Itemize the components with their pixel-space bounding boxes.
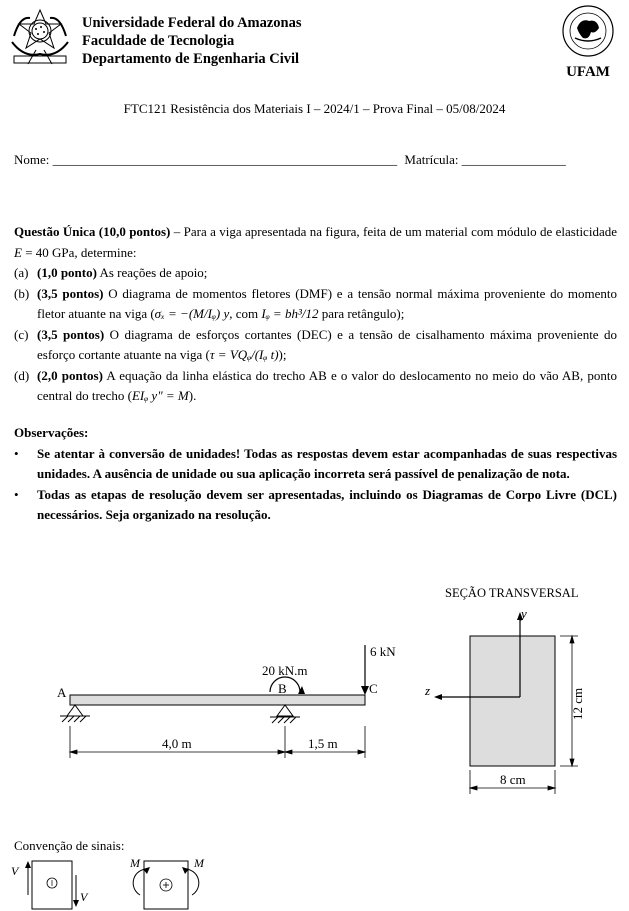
question-item-b: (b) (3,5 pontos) O diagrama de momentos fletores (DMF) e a tensão normal máxima proveniente do momento fletor atuante na viga (σₓ = −(M/Iᵩ) y, com Iᵩ = bh³/12 para retângulo); xyxy=(14,285,617,321)
label-a: A xyxy=(57,685,67,700)
support-a-icon xyxy=(60,705,90,722)
department-name: Departamento de Engenharia Civil xyxy=(82,51,300,67)
matricula-field[interactable]: Matrícula: ________________ xyxy=(404,152,566,167)
section-title: SEÇÃO TRANSVERSAL xyxy=(445,586,579,600)
support-b-icon xyxy=(270,705,300,723)
formula-shear-stress: τ = VQᵩ/(Iᵩ t) xyxy=(209,347,279,362)
shear-label-right: V xyxy=(80,890,88,904)
beam-figure xyxy=(40,640,420,765)
university-name: Universidade Federal do Amazonas xyxy=(82,15,302,31)
observation-item: • Todas as etapas de resolução devem ser apresentadas, incluindo os Diagramas de Corpo Livre (DCL) necessários. Seja organizado na resolução. xyxy=(14,486,617,522)
question-block xyxy=(14,222,617,407)
moment-label-right: M xyxy=(194,856,204,870)
observations-block xyxy=(14,423,617,526)
z-axis-label: z xyxy=(425,683,431,698)
section-rectangle xyxy=(470,636,555,766)
section-width: 8 cm xyxy=(500,772,526,787)
y-axis-label: y xyxy=(521,606,527,621)
label-c: C xyxy=(369,681,378,696)
label-b: B xyxy=(278,681,287,696)
section-height: 12 cm xyxy=(570,687,585,720)
sign-convention-figure xyxy=(8,855,238,911)
nome-field[interactable]: Nome: _____________________________________________________ xyxy=(14,152,398,167)
shear-label-left: V xyxy=(11,864,19,878)
dim-bc: 1,5 m xyxy=(308,736,338,751)
dim-ab: 4,0 m xyxy=(162,736,192,751)
moment-label-left: M xyxy=(130,856,140,870)
faculty-name: Faculdade de Tecnologia xyxy=(82,33,235,49)
force-value: 6 kN xyxy=(370,644,396,659)
ufam-logo xyxy=(555,4,621,80)
course-line: FTC121 Resistência dos Materiais I – 2024/1 – Prova Final – 05/08/2024 xyxy=(123,101,506,116)
institution-header xyxy=(82,14,302,68)
observations-title: Observações: xyxy=(14,425,89,440)
beam xyxy=(70,695,365,705)
moment-value: 20 kN.m xyxy=(262,663,308,678)
observation-item: • Se atentar à conversão de unidades! Todas as respostas devem estar acompanhadas de suas respectivas unidades. A ausência de unidade ou sua aplicação incorreta será passível de penalização de nota. xyxy=(14,445,617,481)
formula-elastic-line: EIᵩ y" = M xyxy=(131,388,189,403)
question-item-a: (a) (1,0 ponto) As reações de apoio; xyxy=(14,265,208,280)
formula-normal-stress: σₓ = −(M/Iᵩ) y xyxy=(154,306,230,321)
cross-section-figure xyxy=(420,602,620,802)
formula-inertia: Iᵩ = bh³/12 xyxy=(261,306,319,321)
question-item-c: (c) (3,5 pontos) O diagrama de esforços cortantes (DEC) e a tensão de cisalhamento máxima proveniente do esforço cortante atuante na viga (τ = VQᵩ/(Iᵩ t)); xyxy=(14,326,618,362)
question-intro: Questão Única (10,0 pontos) – Para a viga apresentada na figura, feita de um material com módulo de elasticidade E = 40 GPa, determine: xyxy=(14,224,617,260)
brasao-icon xyxy=(6,6,74,68)
ufam-logo-text: UFAM xyxy=(566,64,610,80)
question-title: Questão Única (10,0 pontos) xyxy=(14,224,171,239)
convention-title: Convenção de sinais: xyxy=(14,838,125,853)
student-fields xyxy=(14,152,566,168)
question-item-d: (d) (2,0 pontos) A equação da linha elástica do trecho AB e o valor do deslocamento no meio do vão AB, ponto central do trecho (EIᵩ y" = M). xyxy=(14,367,617,403)
